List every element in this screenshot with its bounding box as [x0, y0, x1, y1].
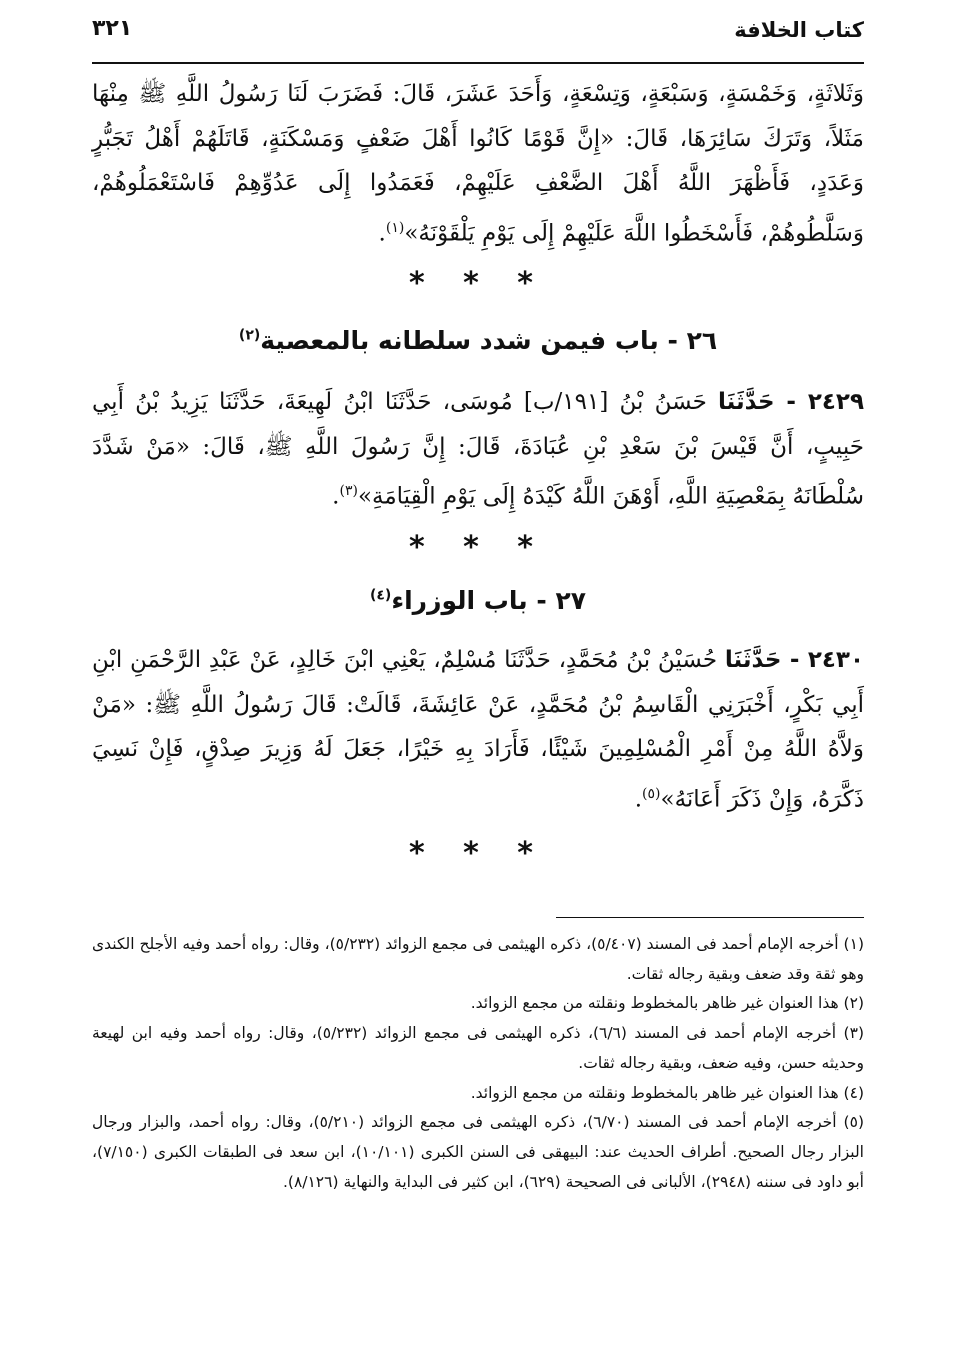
opening-paragraph	[92, 72, 864, 256]
opening-end: .	[378, 220, 386, 247]
chapter-heading-27	[0, 586, 956, 615]
footnote-4: (٤) هذا العنوان غير ظاهر بالمخطوط ونقلته من مجمع الزوائد.	[470, 1083, 864, 1102]
chapter-27-title: ٢٧ - باب الوزراء	[391, 586, 587, 615]
footnote-1: (١) أخرجه الإمام أحمد فى المسند (٥/٤٠٧)، ذكره الهيثمى فى مجمع الزوائد (٥/٢٣٢)، وقال: رواه أحمد وفيه الأجلح الكندى وهو ثقة وقد ضعف وبقية رجاله ثقات.	[92, 935, 864, 983]
hadith-2430	[92, 638, 864, 822]
footnote-3: (٣) أخرجه الإمام أحمد فى المسند (٦/٦)، ذكره الهيثمى فى مجمع الزوائد (٥/٢٣٢)، وقال: رواه أحمد وفيه ابن لهيعة وحديثه حسن، وفيه ضعف، وبقية رجاله ثقات.	[92, 1024, 864, 1072]
hadith-2430-number: ٢٤٣٠ - حَدَّثَنَا	[724, 647, 864, 673]
opening-text: وَثَلاثَةٍ، وَخَمْسَةٍ، وَسَبْعَةٍ، وَتِسْعَةٍ، وَأَحَدَ عَشَرَ، قَالَ: فَضَرَبَ لَنَا رَسُولُ اللَّهِ ﷺ مِنْهَا مَثَلاً، وَتَرَكَ سَائِرَهَا، قَالَ: «إِنَّ قَوْمًا كَانُوا أَهْلَ ضَعْفٍ وَمَسْكَنَةٍ، قَاتَلَهُمْ أَهْلُ تَجَبُّرٍ وَعَدَدٍ، فَأَظْهَرَ اللَّهُ أَهْلَ الضَّعْفِ عَلَيْهِمْ، فَعَمَدُوا إِلَى عَدُوِّهِمْ فَاسْتَعْمَلُوهُمْ، وَسَلَّطُوهُمْ، فَأَسْخَطُوا اللَّهَ عَلَيْهِمْ إِلَى يَوْمِ يَلْقَوْنَهُ»	[92, 81, 864, 247]
chapter-heading-26	[0, 326, 956, 355]
running-title: كتاب الخلافة	[734, 18, 864, 42]
header-rule	[92, 62, 864, 64]
footnote-ref-2[interactable]: (٢)	[238, 327, 261, 344]
hadith-2430-text: حُسَيْنُ بْنُ مُحَمَّدٍ، حَدَّثَنَا مُسْلِمٌ، يَعْنِي ابْنَ خَالِدٍ، عَنْ عَبْدِ الرَّحْمَنِ ابْنِ أَبِي بَكْرٍ، أَخْبَرَنِي الْقَاسِمُ بْنُ مُحَمَّدٍ، عَنْ عَائِشَةَ، قَالَتْ: قَالَ رَسُولُ اللَّهِ ﷺ: «مَنْ وَلاَّهُ اللَّهُ مِنْ أَمْرِ الْمُسْلِمِينَ شَيْئًا، فَأَرَادَ بِهِ خَيْرًا، جَعَلَ لَهُ وَزِيرَ صِدْقٍ، فَإِنْ نَسِيَ ذَكَّرَهُ، وَإِنْ ذَكَرَ أَعَانَهُ»	[92, 647, 864, 813]
chapter-26-title: ٢٦ - باب فيمن شدد سلطانه بالمعصية	[260, 326, 718, 355]
hadith-2429	[92, 380, 864, 519]
footnote-ref-5[interactable]: (٥)	[642, 785, 661, 802]
footnote-ref-3[interactable]: (٣)	[339, 483, 358, 499]
hadith-2429-text: حَسَنُ بْنُ [١٩١/ب] مُوسَى، حَدَّثَنَا ابْنُ لَهِيعَةَ، حَدَّثَنَا يَزِيدُ بْنُ أَبِي حَبِيبٍ، أَنَّ قَيْسَ بْنَ سَعْدِ بْنِ عُبَادَةَ، قَالَ: إِنَّ رَسُولَ اللَّهِ ﷺ، قَالَ: «مَنْ شَدَّدَ سُلْطَانَهُ بِمَعْصِيَةِ اللَّهِ، أَوْهَنَ اللَّهُ كَيْدَهُ إِلَى يَوْمِ الْقِيَامَةِ»	[92, 389, 864, 510]
footnote-ref-1[interactable]: (١)	[385, 219, 405, 236]
hadith-2430-end: .	[634, 786, 643, 813]
section-separator: * * *	[409, 266, 547, 301]
footnote-rule	[556, 917, 864, 918]
footnotes-list	[92, 930, 864, 1197]
section-separator: * * *	[409, 530, 547, 565]
section-separator: * * *	[409, 836, 547, 871]
hadith-2429-number: ٢٤٢٩ - حَدَّثَنَا	[718, 389, 864, 415]
footnote-ref-4[interactable]: (٤)	[369, 587, 392, 604]
footnote-2: (٢) هذا العنوان غير ظاهر بالمخطوط ونقلته من مجمع الزوائد.	[470, 994, 864, 1013]
footnote-5: (٥) أخرجه الإمام أحمد فى المسند (٦/٧٠)، ذكره الهيثمى فى مجمع الزوائد (٥/٢١٠)، وقال: رواه أحمد، والبزار ورجال البزار رجال الصحيح. أطراف الحديث عند: البيهقى فى السنن الكبرى (١٠/١٠١)، ابن سعد فى الطبقات الكبرى (٧/١٥٠)، أبو داود فى سننه (٢٩٤٨)، الألبانى فى الصحيحة (٦٢٩)، ابن كثير فى البداية والنهاية (٨/١٢٦).	[92, 1113, 864, 1191]
page-number: ٣٢١	[92, 16, 133, 41]
hadith-2429-end: .	[332, 483, 340, 510]
